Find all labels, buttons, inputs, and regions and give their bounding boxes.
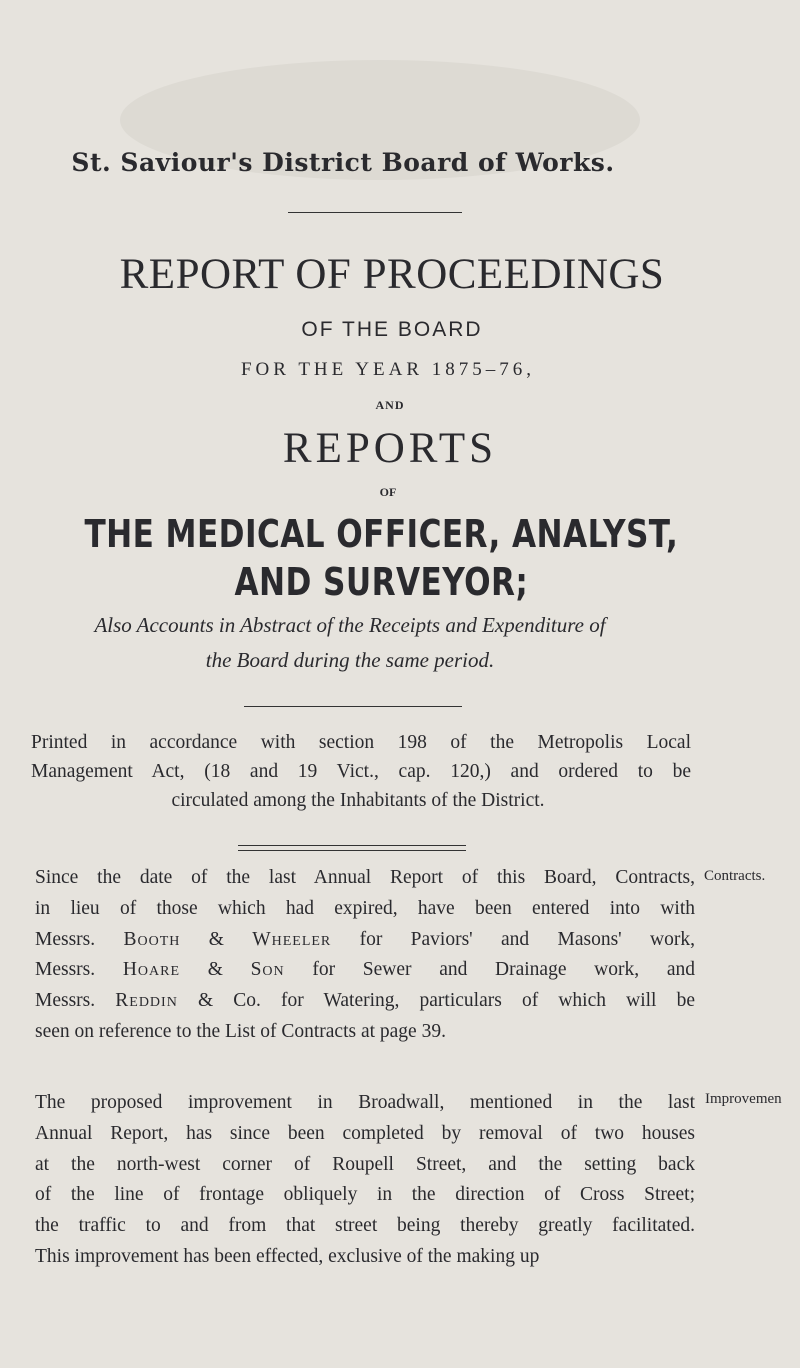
printing-line-2: Management Act, (18 and 19 Vict., cap. 120,) and ordered to be (31, 761, 691, 782)
paragraph-line: The proposed improvement in Broadwall, mentioned in the last (35, 1092, 695, 1113)
printing-statement (31, 728, 691, 815)
reports-heading: REPORTS (282, 425, 498, 472)
paragraph-line: Annual Report, has since been completed by removal of two houses (35, 1122, 695, 1144)
officers-line-2: AND SURVEYOR; (234, 560, 529, 604)
report-title: REPORT OF PROCEEDINGS (119, 251, 665, 298)
paragraph-line: of the line of frontage obliquely in the direction of Cross Street; (35, 1184, 695, 1206)
contractor-name: Wheeler (252, 928, 332, 950)
divider-rule (288, 212, 462, 213)
printing-line-3: circulated among the Inhabitants of the District. (171, 790, 545, 811)
text-run: & (180, 959, 251, 981)
text-run: Messrs. (35, 928, 124, 950)
paragraph-line: Since the date of the last Annual Report of this Board, Contracts, (35, 867, 695, 888)
contracts-paragraph (35, 863, 695, 1048)
year-line: FOR THE YEAR 1875–76, (240, 359, 536, 380)
contractor-name: Reddin (115, 990, 178, 1012)
printing-line-1: Printed in accordance with section 198 of the Metropolis Local (31, 732, 691, 753)
text-run: & (180, 928, 253, 950)
officers-line-1: THE MEDICAL OFFICER, ANALYST, (84, 512, 679, 556)
contractor-name: Booth (123, 928, 181, 950)
divider-rule (244, 706, 462, 707)
contractor-name: Son (250, 959, 285, 981)
margin-note-improvement: Improvemen (705, 1091, 782, 1107)
report-subtitle: OF THE BOARD (301, 318, 483, 341)
improvement-paragraph (35, 1088, 695, 1273)
officers-heading (53, 510, 709, 606)
paragraph-line: at the north-west corner of Roupell Street, and the setting back (35, 1153, 695, 1175)
accounts-note-line-2: the Board during the same period. (205, 648, 495, 672)
paragraph-line: in lieu of those which had expired, have been entered into with (35, 897, 695, 919)
text-run: Messrs. (35, 990, 116, 1012)
contractor-name: Hoare (122, 959, 181, 981)
of-word: OF (379, 485, 397, 499)
paragraph-line (35, 986, 695, 1017)
double-rule-top (238, 845, 466, 846)
board-header: St. Saviour's District Board of Works. (71, 148, 615, 177)
text-run: for Paviors' and Masons' work, (331, 928, 695, 950)
text-run: & Co. for Watering, particulars of which will be (177, 990, 695, 1012)
text-run: Messrs. (35, 959, 123, 981)
paragraph-line: the traffic to and from that street being thereby greatly facilitated. (35, 1215, 695, 1237)
text-run: for Sewer and Drainage work, and (284, 959, 695, 981)
and-word: AND (375, 398, 405, 412)
paragraph-line: This improvement has been effected, exclusive of the making up (35, 1245, 540, 1267)
accounts-note-line-1: Also Accounts in Abstract of the Receipts and Expenditure of (94, 613, 606, 637)
paragraph-line (35, 955, 695, 986)
double-rule-bottom (238, 850, 466, 851)
margin-note-contracts: Contracts. (704, 868, 766, 884)
paragraph-line (35, 925, 695, 956)
paragraph-line: seen on reference to the List of Contracts at page 39. (35, 1020, 446, 1042)
accounts-note (0, 608, 708, 678)
